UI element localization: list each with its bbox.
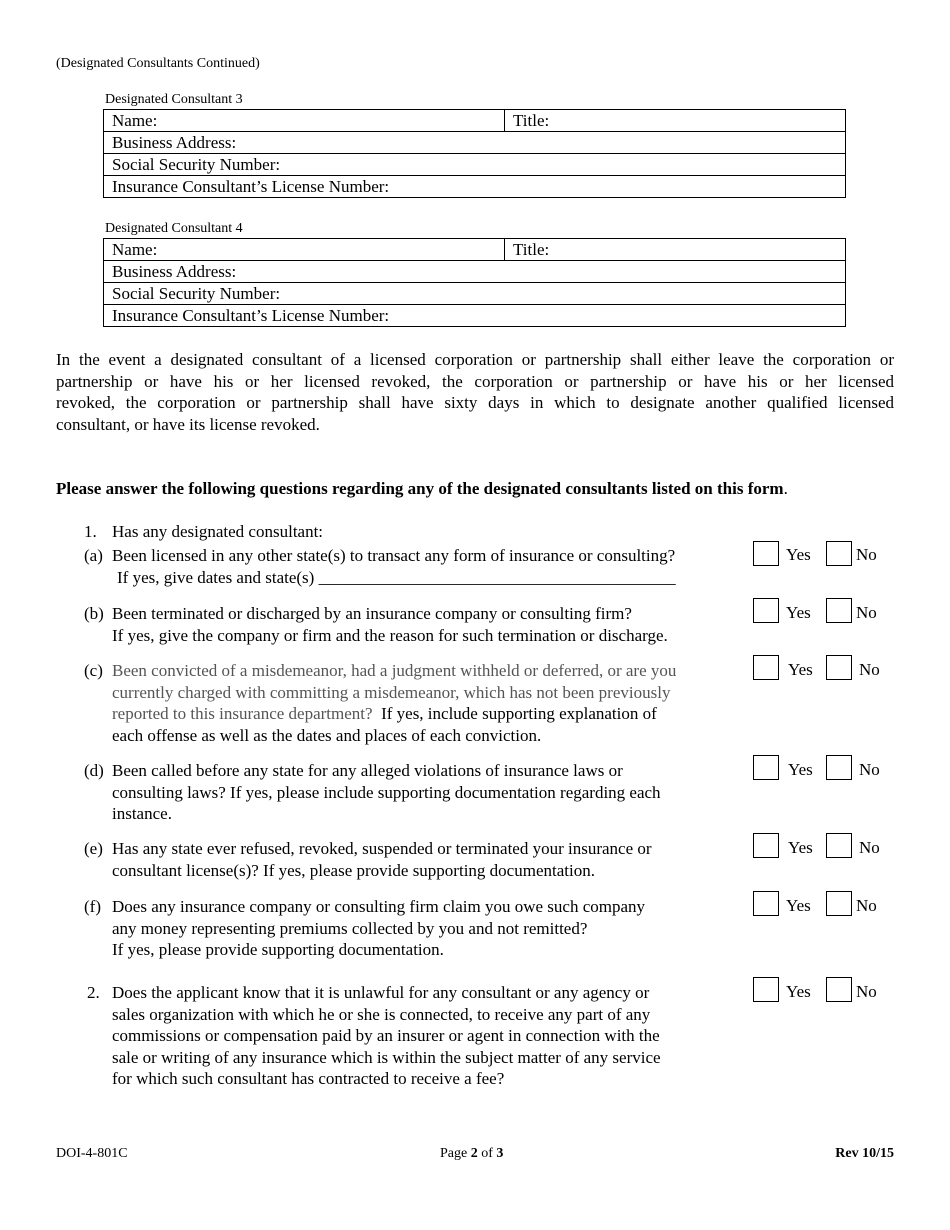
q1f-no-checkbox[interactable] — [826, 891, 852, 916]
page-indicator: Page 2 of 3 — [440, 1146, 504, 1161]
q2-yes-checkbox[interactable] — [753, 977, 779, 1002]
consultant-4-table — [103, 238, 846, 327]
ssn-label: Social Security Number: — [112, 284, 281, 303]
question-line: sales organization with which he or she is connected, to receive any part of any — [112, 1004, 651, 1024]
q1f-yes-checkbox[interactable] — [753, 891, 779, 916]
consultant-4-license-field[interactable] — [104, 305, 846, 327]
consultant-3-title-field[interactable] — [505, 110, 846, 132]
question-line: reported to this insurance department? — [112, 704, 373, 724]
q1d-no-checkbox[interactable] — [826, 755, 852, 780]
paragraph-line: In the event a designated consultant of a licensed corporation or partnership shall either leave the corporation or — [56, 350, 894, 369]
title-label: Title: — [513, 240, 550, 259]
no-label: No — [859, 660, 880, 679]
question-label: (d) — [84, 761, 104, 780]
q1e-no-checkbox[interactable] — [826, 833, 852, 858]
question-line: Been convicted of a misdemeanor, had a judgment withheld or deferred, or are you — [112, 661, 677, 680]
consultant-3-caption: Designated Consultant 3 — [105, 92, 243, 107]
question-line: currently charged with committing a misdemeanor, which has not been previously — [112, 682, 671, 702]
paragraph-line: partnership or have his or her licensed revoked, the corporation or partnership or have his or her licensed — [56, 371, 894, 391]
revocation-paragraph — [56, 349, 894, 435]
question-line: instance. — [112, 804, 172, 824]
question-line: Been terminated or discharged by an insurance company or consulting firm? — [112, 604, 632, 623]
name-label: Name: — [112, 111, 158, 130]
question-line: If yes, include supporting explanation of — [381, 704, 657, 724]
question-label: (a) — [84, 546, 103, 565]
consultant-3-name-field[interactable] — [104, 110, 505, 132]
yes-label: Yes — [788, 760, 813, 779]
address-label: Business Address: — [112, 262, 237, 281]
no-label: No — [856, 545, 877, 564]
q1a-no-checkbox[interactable] — [826, 541, 852, 566]
yes-label: Yes — [786, 896, 811, 915]
question-number: 1. — [84, 522, 97, 541]
question-line: Been licensed in any other state(s) to transact any form of insurance or consulting? — [112, 546, 676, 565]
consultant-3-license-field[interactable] — [104, 176, 846, 198]
q1d-yes-checkbox[interactable] — [753, 755, 779, 780]
consultant-3-address-field[interactable] — [104, 132, 846, 154]
question-number: 2. — [87, 983, 100, 1002]
question-line: Has any state ever refused, revoked, suspended or terminated your insurance or — [112, 839, 652, 858]
question-line: Does the applicant know that it is unlawful for any consultant or any agency or — [112, 983, 650, 1002]
q1e-yes-checkbox[interactable] — [753, 833, 779, 858]
question-line: any money representing premiums collected by you and not remitted? — [112, 918, 588, 938]
paragraph-line: revoked, the corporation or partnership shall have sixty days in which to designate another qualified licensed — [56, 393, 894, 413]
q1a-yes-checkbox[interactable] — [753, 541, 779, 566]
consultant-4-caption: Designated Consultant 4 — [105, 221, 243, 236]
no-label: No — [859, 838, 880, 857]
consultant-4-name-field[interactable] — [104, 239, 505, 261]
q2-no-checkbox[interactable] — [826, 977, 852, 1002]
question-line: Does any insurance company or consulting firm claim you owe such company — [112, 897, 646, 916]
yes-label: Yes — [788, 838, 813, 857]
license-label: Insurance Consultant’s License Number: — [112, 306, 390, 325]
revision-label: Rev 10/15 — [835, 1146, 894, 1161]
question-line: If yes, give the company or firm and the reason for such termination or discharge. — [112, 625, 668, 645]
question-line: Been called before any state for any alleged violations of insurance laws or — [112, 761, 623, 780]
form-id: DOI-4-801C — [56, 1146, 128, 1161]
yes-label: Yes — [786, 603, 811, 622]
consultant-4-address-field[interactable] — [104, 261, 846, 283]
consultant-3-table — [103, 109, 846, 198]
consultant-4-ssn-field[interactable] — [104, 283, 846, 305]
question-line: If yes, please provide supporting documentation. — [112, 940, 444, 960]
no-label: No — [859, 760, 880, 779]
question-line: If yes, give dates and state(s) __________________________________________ — [117, 567, 676, 587]
name-label: Name: — [112, 240, 158, 259]
address-label: Business Address: — [112, 133, 237, 152]
yes-label: Yes — [788, 660, 813, 679]
no-label: No — [856, 603, 877, 622]
yes-label: Yes — [786, 982, 811, 1001]
question-line: consulting laws? If yes, please include supporting documentation regarding each — [112, 782, 661, 802]
q1b-yes-checkbox[interactable] — [753, 598, 779, 623]
q1c-no-checkbox[interactable] — [826, 655, 852, 680]
question-label: (e) — [84, 839, 103, 858]
paragraph-line: consultant, or have its license revoked. — [56, 414, 320, 434]
ssn-label: Social Security Number: — [112, 155, 281, 174]
questions-heading: Please answer the following questions regarding any of the designated consultants listed on this form. — [56, 479, 788, 498]
question-line: for which such consultant has contracted to receive a fee? — [112, 1069, 505, 1089]
title-label: Title: — [513, 111, 550, 130]
question-text: Has any designated consultant: — [112, 522, 324, 541]
no-label: No — [856, 896, 877, 915]
license-label: Insurance Consultant’s License Number: — [112, 177, 390, 196]
question-label: (f) — [84, 897, 101, 916]
consultant-4-title-field[interactable] — [505, 239, 846, 261]
question-line: each offense as well as the dates and places of each conviction. — [112, 725, 542, 745]
question-label: (b) — [84, 604, 104, 623]
question-line: consultant license(s)? If yes, please provide supporting documentation. — [112, 860, 595, 880]
q1c-yes-checkbox[interactable] — [753, 655, 779, 680]
no-label: No — [856, 982, 877, 1001]
question-line: sale or writing of any insurance which is within the subject matter of any service — [112, 1047, 661, 1067]
continued-note: (Designated Consultants Continued) — [56, 56, 260, 71]
question-label: (c) — [84, 661, 103, 680]
q1b-no-checkbox[interactable] — [826, 598, 852, 623]
question-line: commissions or compensation paid by an insurer or agent in connection with the — [112, 1026, 660, 1046]
consultant-3-ssn-field[interactable] — [104, 154, 846, 176]
yes-label: Yes — [786, 545, 811, 564]
